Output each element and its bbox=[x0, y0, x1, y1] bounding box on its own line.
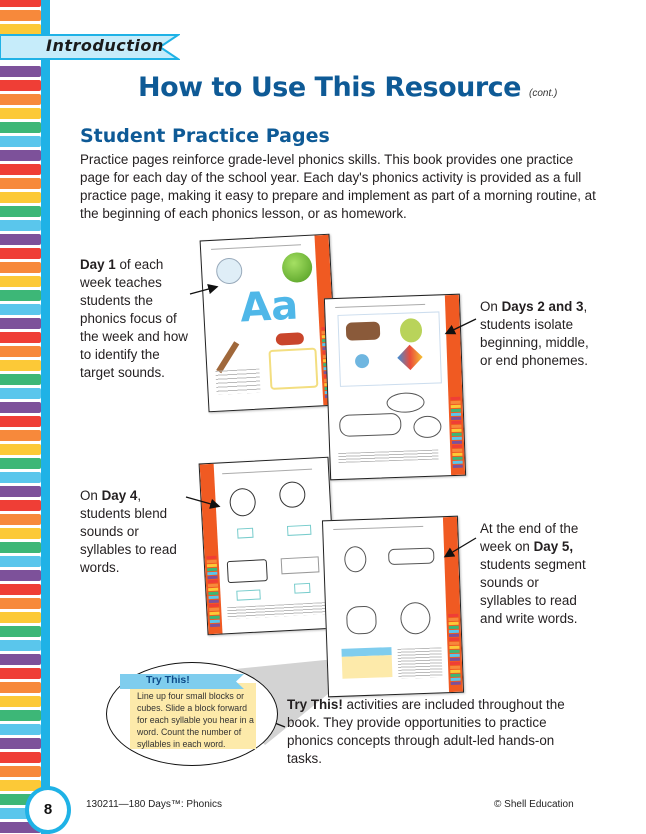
goat-icon bbox=[346, 321, 381, 340]
ax-icon bbox=[216, 341, 239, 373]
page-title-text: How to Use This Resource bbox=[138, 72, 521, 103]
thumbnail-day5 bbox=[322, 516, 464, 698]
alligator-outline-icon bbox=[388, 548, 435, 566]
astronaut-icon bbox=[216, 257, 243, 284]
caption-day4: On Day 4, students blend sounds or syllables to read words. bbox=[80, 488, 177, 575]
caption-day1: Day 1 of each week teaches students the phonics focus of the week and how to identify the target sounds. bbox=[80, 257, 188, 380]
thumbnail-day1 bbox=[200, 234, 339, 413]
letter-aa: Aa bbox=[238, 282, 300, 332]
apple-outline-icon bbox=[229, 488, 256, 517]
nest-icon bbox=[386, 392, 425, 413]
eggs-icon bbox=[413, 415, 442, 438]
thumbnail-day4 bbox=[199, 457, 338, 636]
page-number: 8 bbox=[25, 786, 71, 834]
caption-day5: At the end of the week on Day 5, students segment sounds or syllables to read and write words. bbox=[480, 521, 586, 626]
caption-try-this: Try This! activities are included throughout the book. They provide opportunities to practice phonics concepts through adult-led hands-on tasks. bbox=[287, 697, 565, 766]
astronaut-outline-icon bbox=[279, 481, 306, 508]
caption-day23: On Days 2 and 3, students isolate beginning, middle, or end phonemes. bbox=[480, 299, 589, 368]
footer-copyright: © Shell Education bbox=[494, 799, 574, 810]
ant-icon bbox=[276, 332, 305, 345]
thumbnail-day23 bbox=[324, 294, 466, 481]
apple-icon bbox=[281, 252, 313, 284]
section-label: Introduction bbox=[46, 36, 164, 55]
title-suffix: (cont.) bbox=[529, 88, 558, 99]
avocado-outline-icon bbox=[400, 602, 431, 635]
try-this-body: Line up four small blocks or cubes. Slide a block forward for each syllable you hear in a word. Count the number of syllables in each word. bbox=[137, 691, 254, 749]
ambulance-outline-icon bbox=[227, 559, 268, 583]
deer-outline-icon bbox=[346, 606, 377, 635]
alligator-icon bbox=[339, 413, 402, 437]
intro-paragraph: Practice pages reinforce grade-level phonics skills. This book provides one practice page for each day of the school year. Each day's phonics activity is provided as a full practice page, making it easy to prepare and implement as part of a morning routine, at the beginning of each phonics lesson, or as homework. bbox=[80, 152, 596, 221]
footer-product: 130211—180 Days™: Phonics bbox=[86, 799, 223, 810]
astronaut-outline-icon bbox=[344, 546, 367, 573]
try-this-label: Try This! bbox=[146, 674, 190, 686]
drawing-box bbox=[268, 348, 318, 390]
section-heading: Student Practice Pages bbox=[80, 125, 330, 147]
arrow-outline-icon bbox=[281, 556, 320, 574]
